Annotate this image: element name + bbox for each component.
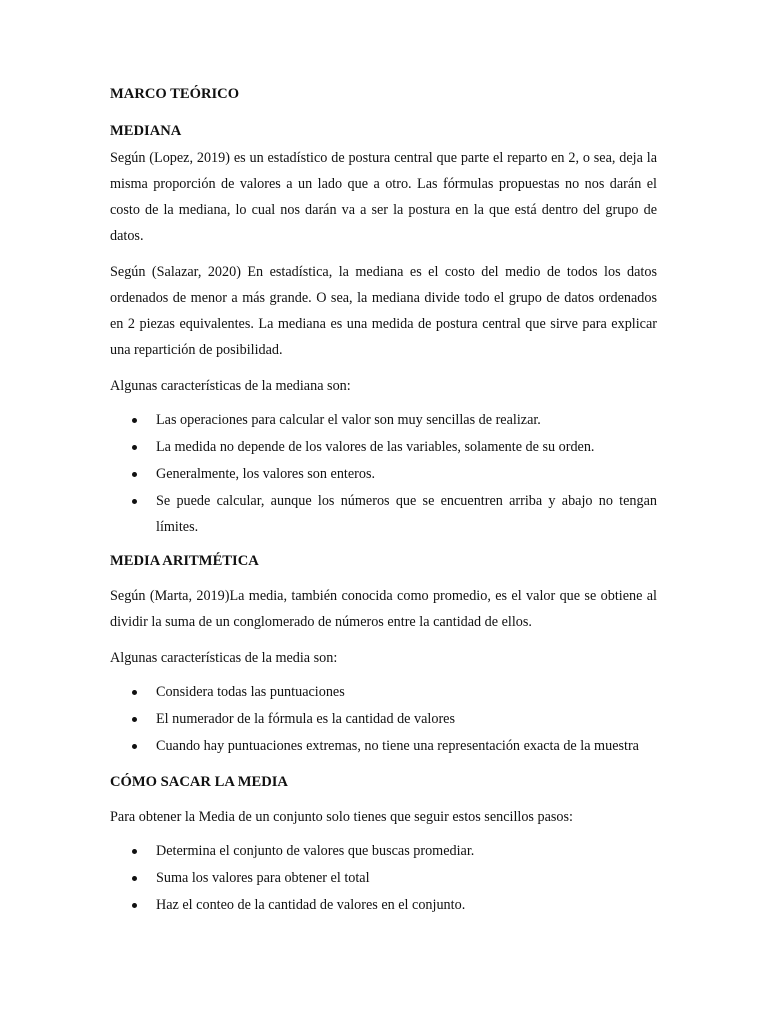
- list-item-text: Haz el conteo de la cantidad de valores en el conjunto.: [156, 897, 466, 913]
- list-item-text: Determina el conjunto de valores que buscas promediar.: [156, 843, 475, 859]
- list-media-caracteristicas: [110, 679, 657, 759]
- paragraph-mediana-intro: Algunas características de la mediana son:: [110, 378, 351, 394]
- bullet-icon: [132, 690, 137, 695]
- document-page: [110, 78, 657, 919]
- bullet-icon: [132, 903, 137, 908]
- section-title-media-aritmetica: MEDIA ARITMÉTICA: [110, 553, 259, 569]
- paragraph-como-intro: Para obtener la Media de un conjunto solo tienes que seguir estos sencillos pasos:: [110, 809, 573, 825]
- bullet-icon: [132, 876, 137, 881]
- list-item-text: Considera todas las puntuaciones: [156, 684, 345, 700]
- paragraph-mediana-salazar: Según (Salazar, 2020) En estadística, la mediana es el costo del medio de todos los datos ordenados de menor a más grande. O sea, la mediana divide todo el grupo de datos ordenados en 2 piezas equivalentes. La mediana es una medida de postura central que sirve para explicar una repartición de posibilidad.: [110, 264, 657, 358]
- list-item: [110, 838, 657, 864]
- list-item-text: Generalmente, los valores son enteros.: [156, 466, 376, 482]
- list-item-text: Se puede calcular, aunque los números que se encuentren arriba y abajo no tengan límites.: [156, 493, 657, 535]
- bullet-icon: [132, 499, 137, 504]
- section-title-mediana: MEDIANA: [110, 123, 182, 139]
- list-item: [110, 892, 657, 918]
- heading-marco-teorico: MARCO TEÓRICO: [110, 86, 240, 102]
- list-item: [110, 679, 657, 705]
- bullet-icon: [132, 717, 137, 722]
- list-item: [110, 461, 657, 487]
- bullet-icon: [132, 472, 137, 477]
- bullet-icon: [132, 418, 137, 423]
- bullet-icon: [132, 849, 137, 854]
- list-mediana-caracteristicas: [110, 407, 657, 540]
- list-item: [110, 488, 657, 540]
- list-item-text: Las operaciones para calcular el valor son muy sencillas de realizar.: [156, 412, 541, 428]
- paragraph-media-intro: Algunas características de la media son:: [110, 650, 338, 666]
- list-item-text: La medida no depende de los valores de las variables, solamente de su orden.: [156, 439, 595, 455]
- list-item: [110, 434, 657, 460]
- list-item-text: Suma los valores para obtener el total: [156, 870, 370, 886]
- list-item: [110, 407, 657, 433]
- paragraph-mediana-lopez: Según (Lopez, 2019) es un estadístico de postura central que parte el reparto en 2, o sea, deja la misma proporción de valores a un lado que a otro. Las fórmulas propuestas no nos darán el costo de la mediana, lo cual nos darán va a ser la postura en la que está dentro del grupo de datos.: [110, 150, 657, 244]
- list-item-text: Cuando hay puntuaciones extremas, no tiene una representación exacta de la muestra: [156, 738, 639, 754]
- list-como-pasos: [110, 838, 657, 918]
- paragraph-media-marta: Según (Marta, 2019)La media, también conocida como promedio, es el valor que se obtiene al dividir la suma de un conglomerado de números entre la cantidad de ellos.: [110, 588, 657, 630]
- list-item-text: El numerador de la fórmula es la cantidad de valores: [156, 711, 455, 727]
- bullet-icon: [132, 744, 137, 749]
- list-item: [110, 865, 657, 891]
- list-item: [110, 733, 657, 759]
- bullet-icon: [132, 445, 137, 450]
- list-item: [110, 706, 657, 732]
- section-title-como-sacar-la-media: CÓMO SACAR LA MEDIA: [110, 774, 288, 790]
